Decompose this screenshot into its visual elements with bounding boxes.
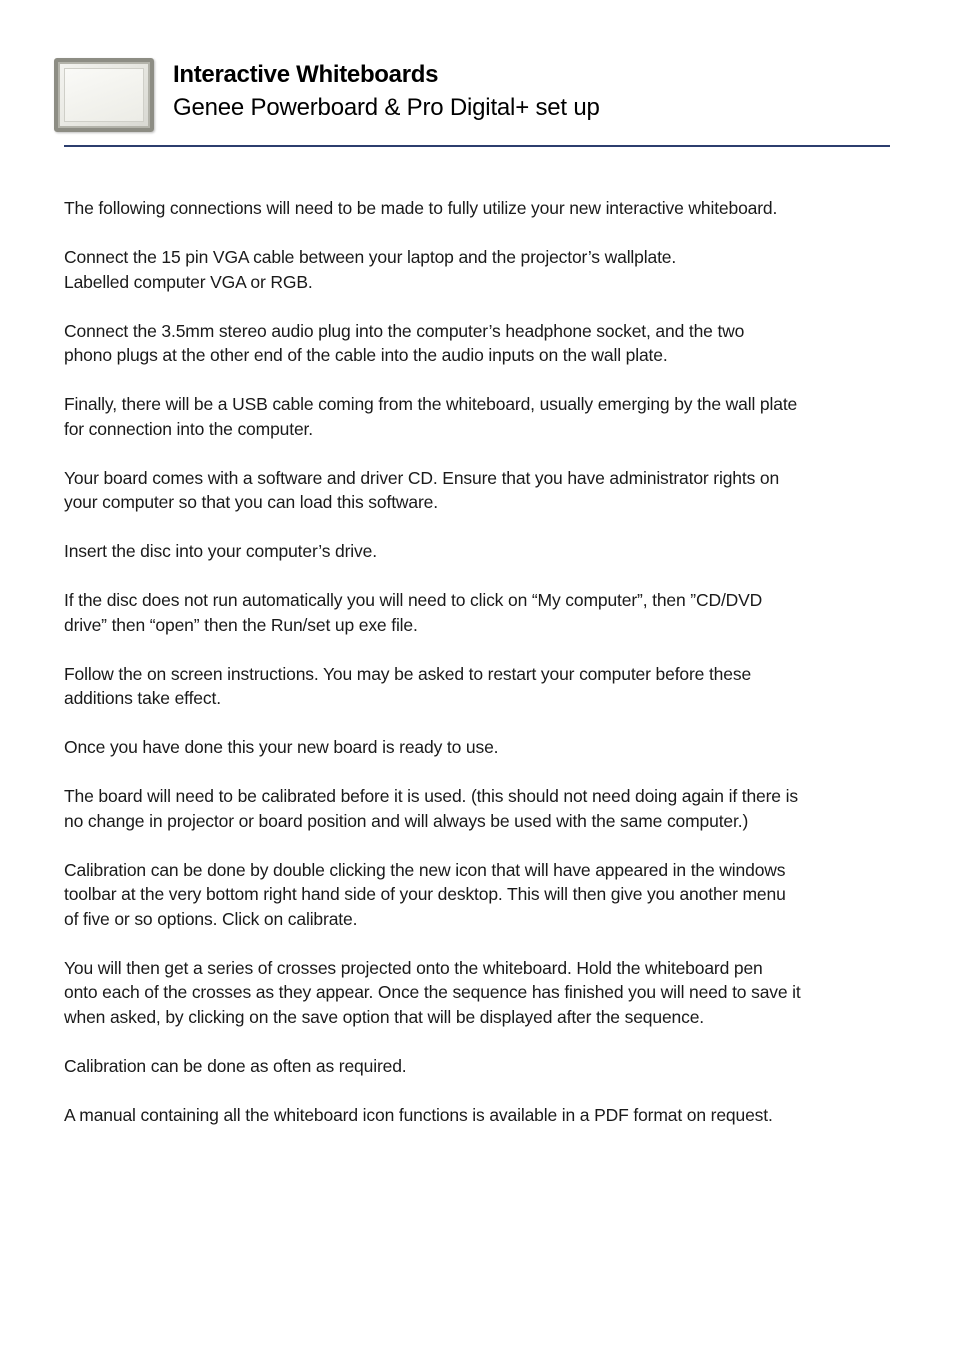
body-paragraph <box>64 735 894 760</box>
body-paragraph <box>64 196 894 221</box>
paragraph-line: Calibration can be done as often as required. <box>64 1055 407 1076</box>
paragraph-line: Connect the 15 pin VGA cable between your laptop and the projector’s wallplate. <box>64 247 677 267</box>
paragraph-line: A manual containing all the whiteboard icon functions is available in a PDF format on request. <box>64 1104 773 1125</box>
page-subtitle: Genee Powerboard & Pro Digital+ set up <box>173 94 600 121</box>
paragraph-line: drive” then “open” then the Run/set up exe file. <box>64 614 418 635</box>
paragraph-line: If the disc does not run automatically you will need to click on “My computer”, then ”CD/DVD <box>64 590 763 610</box>
body-paragraph <box>64 392 894 441</box>
body-paragraph <box>64 1054 894 1079</box>
header-titles <box>173 58 600 124</box>
paragraph-line: for connection into the computer. <box>64 418 313 439</box>
whiteboard-icon <box>54 58 154 132</box>
body-paragraph <box>64 245 894 294</box>
body-paragraph <box>64 539 894 564</box>
body-paragraph <box>64 858 894 932</box>
paragraph-line: Your board comes with a software and driver CD. Ensure that you have administrator rights on <box>64 467 780 488</box>
paragraph-line: phono plugs at the other end of the cable into the audio inputs on the wall plate. <box>64 345 668 365</box>
paragraph-line: You will then get a series of crosses projected onto the whiteboard. Hold the whiteboard pen <box>64 957 763 978</box>
paragraph-line: of five or so options. Click on calibrate. <box>64 908 358 929</box>
body-paragraph <box>64 466 894 515</box>
paragraph-line: no change in projector or board position and will always be used with the same computer.) <box>64 810 749 831</box>
paragraph-line: onto each of the crosses as they appear. Once the sequence has finished you will need to save it <box>64 982 801 1002</box>
document-body <box>64 196 894 1152</box>
paragraph-line: Follow the on screen instructions. You may be asked to restart your computer before these <box>64 663 752 684</box>
paragraph-line: Finally, there will be a USB cable coming from the whiteboard, usually emerging by the wall plate <box>64 394 798 414</box>
body-paragraph <box>64 1103 894 1128</box>
paragraph-line: additions take effect. <box>64 688 221 708</box>
paragraph-line: when asked, by clicking on the save option that will be displayed after the sequence. <box>64 1006 705 1027</box>
paragraph-line: Once you have done this your new board is ready to use. <box>64 737 499 757</box>
paragraph-line: Labelled computer VGA or RGB. <box>64 271 313 292</box>
paragraph-line: The following connections will need to be made to fully utilize your new interactive whiteboard. <box>64 198 778 218</box>
body-paragraph <box>64 956 894 1030</box>
paragraph-line: Calibration can be done by double clicking the new icon that will have appeared in the windows <box>64 859 786 880</box>
header-divider <box>64 145 890 147</box>
paragraph-line: The board will need to be calibrated before it is used. (this should not need doing again if there is <box>64 786 798 806</box>
body-paragraph <box>64 662 894 711</box>
paragraph-line: toolbar at the very bottom right hand side of your desktop. This will then give you another menu <box>64 884 786 904</box>
body-paragraph <box>64 784 894 833</box>
paragraph-line: Connect the 3.5mm stereo audio plug into the computer’s headphone socket, and the two <box>64 320 745 341</box>
page-title: Interactive Whiteboards <box>173 61 439 88</box>
body-paragraph <box>64 588 894 637</box>
paragraph-line: your computer so that you can load this software. <box>64 492 438 512</box>
paragraph-line: Insert the disc into your computer’s drive. <box>64 541 377 561</box>
document-header <box>54 58 890 148</box>
body-paragraph <box>64 319 894 368</box>
